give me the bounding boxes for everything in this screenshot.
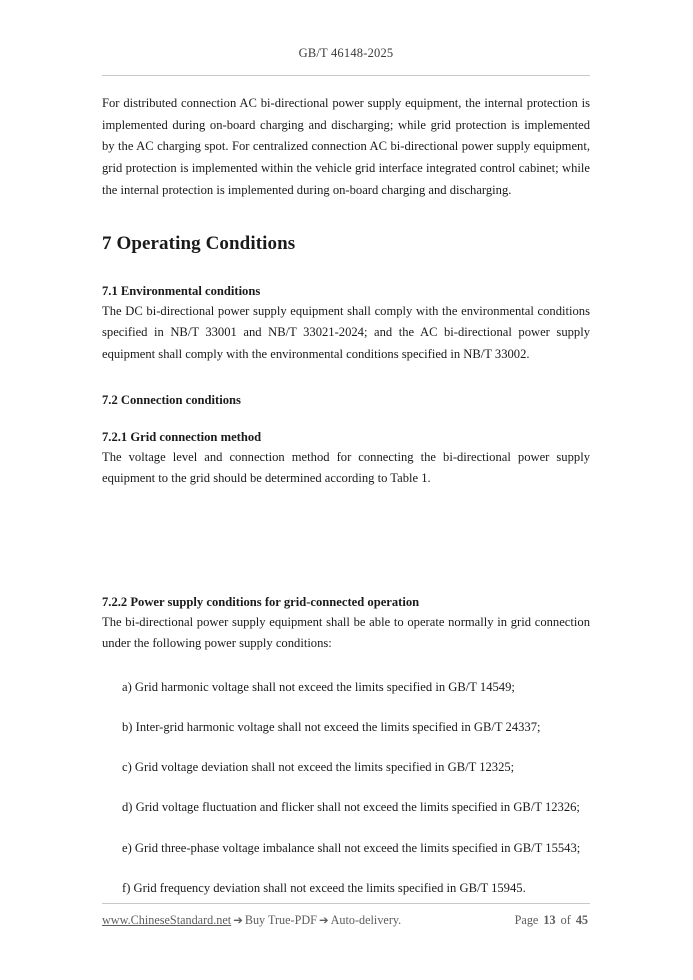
of-label: of — [560, 913, 571, 927]
list-item: d) Grid voltage fluctuation and flicker shall not exceed the limits specified in GB/T 12326; — [122, 800, 580, 815]
table-1-placeholder — [102, 490, 590, 574]
list-item: e) Grid three-phase voltage imbalance shall not exceed the limits specified in GB/T 15543; — [122, 840, 581, 855]
footer-page-indicator — [515, 913, 590, 928]
total-pages: 45 — [575, 913, 588, 927]
section-7-1-paragraph: The DC bi-directional power supply equipment shall comply with the environmental conditions specified in NB/T 33001 and NB/T 33021-2024; and the AC bi-directional power supply equipment shall comply with the environmental conditions specified in NB/T 33002. — [102, 303, 590, 361]
list-item: f) Grid frequency deviation shall not exceed the limits specified in GB/T 15945. — [122, 880, 526, 895]
section-7-2-1-paragraph: The voltage level and connection method for connecting the bi-directional power supply equipment to the grid should be determined according to Table 1. — [102, 449, 590, 486]
section-7-2-2-heading: 7.2.2 Power supply conditions for grid-connected operation — [102, 595, 420, 610]
document-content — [102, 93, 590, 898]
page-number: 13 — [543, 913, 556, 927]
arrow-right-icon: ➔ — [233, 913, 243, 927]
footer-promo — [102, 913, 401, 928]
section-7-2-heading: 7.2 Connection conditions — [102, 392, 241, 407]
header-standard-id: GB/T 46148-2025 — [298, 46, 394, 60]
page-label: Page — [514, 913, 539, 927]
arrow-right-icon: ➔ — [318, 913, 329, 927]
page-footer — [102, 913, 590, 928]
section-7-2-1-heading: 7.2.1 Grid connection method — [102, 430, 262, 445]
section-7-heading: 7 Operating Conditions — [102, 233, 296, 255]
footer-website-link[interactable]: www.ChineseStandard.net — [102, 913, 232, 927]
section-7-1-heading: 7.1 Environmental conditions — [102, 283, 261, 298]
intro-paragraph: For distributed connection AC bi-directional power supply equipment, the internal protection is implemented during on-board charging and discharging; while grid protection is implemented by the AC charging spot. For centralized connection AC bi-directional power supply equipment, grid protection is implemented within the vehicle grid interface integrated control cabinet; while the internal protection is implemented during on-board charging and discharging. — [102, 96, 590, 197]
footer-promo-buy: Buy True-PDF — [244, 913, 317, 927]
power-supply-conditions-list — [102, 655, 590, 898]
list-item: c) Grid voltage deviation shall not exceed the limits specified in GB/T 12325; — [122, 760, 515, 775]
footer-divider — [102, 903, 590, 904]
list-item: a) Grid harmonic voltage shall not exceed the limits specified in GB/T 14549; — [122, 680, 515, 695]
header-divider — [102, 75, 590, 76]
page-header — [102, 46, 590, 61]
section-7-2-2-paragraph: The bi-directional power supply equipment shall be able to operate normally in grid connection under the following power supply conditions: — [102, 614, 590, 651]
footer-promo-delivery: Auto-delivery. — [330, 913, 402, 927]
list-item: b) Inter-grid harmonic voltage shall not exceed the limits specified in GB/T 24337; — [122, 720, 541, 735]
